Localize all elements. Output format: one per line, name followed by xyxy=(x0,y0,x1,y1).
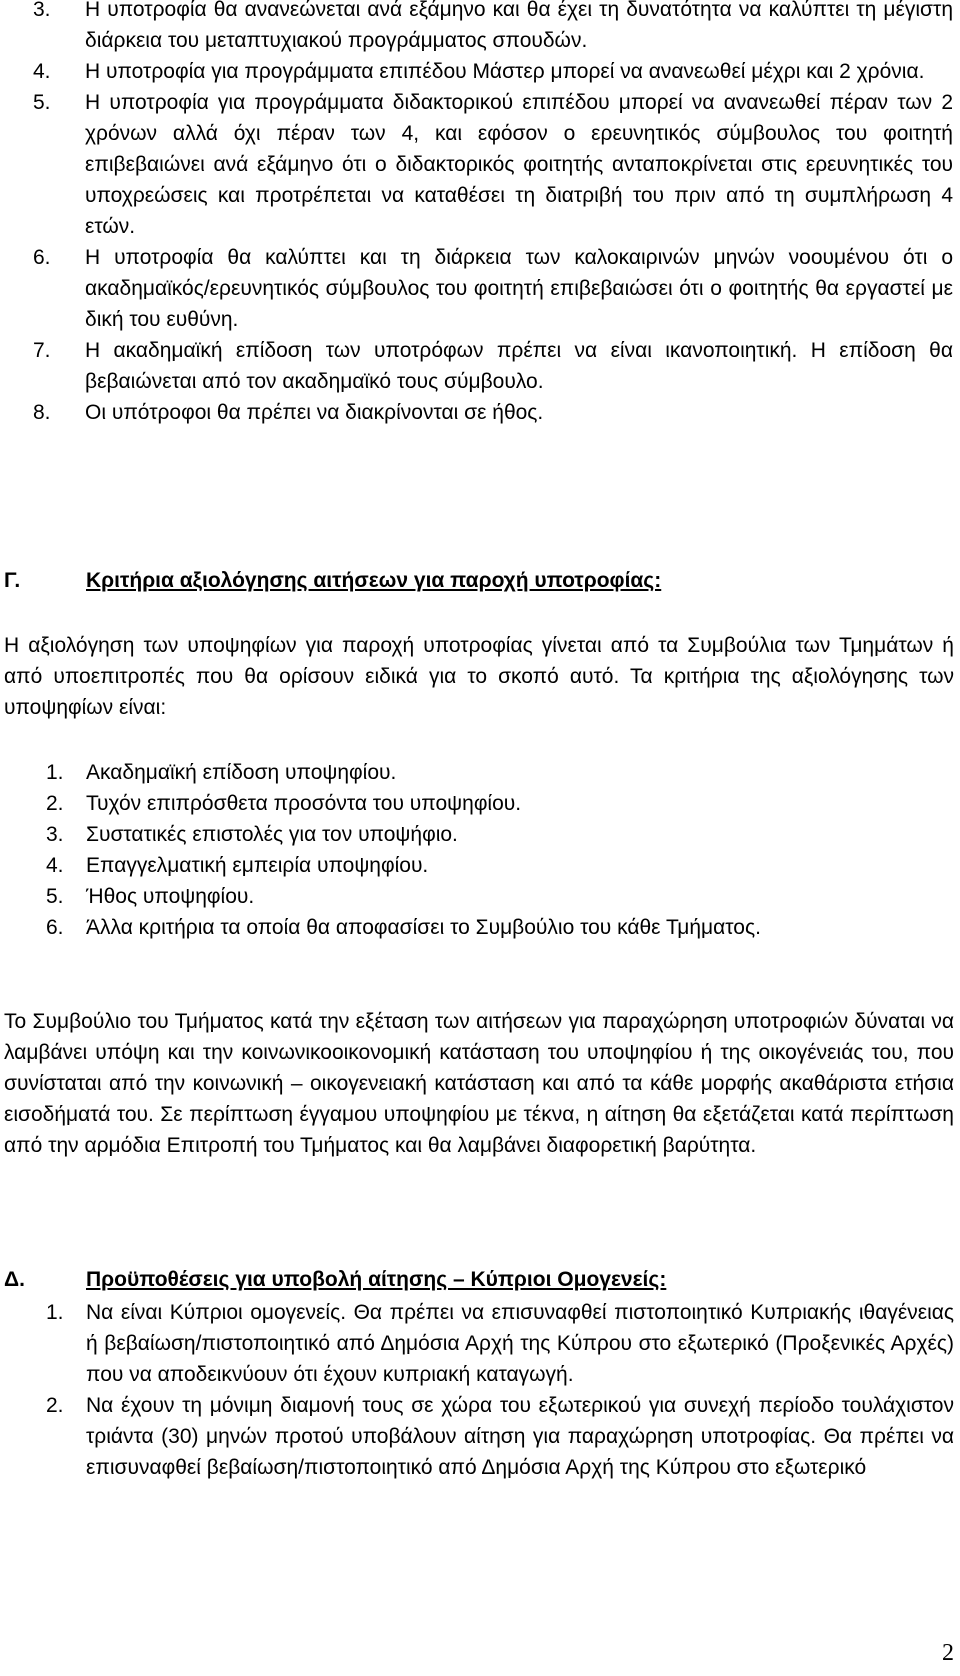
list-item xyxy=(46,757,926,788)
council-paragraph: Το Συμβούλιο του Τμήματος κατά την εξέταση των αιτήσεων για παραχώρηση υποτροφιών δύναται να λαμβάνει υπόψη και την κοινωνικοοικονομική κατάσταση του υποψηφίου ή της οικογένειάς του, που συνίσταται από την κοινωνική – οικογενειακή κατάσταση και από τα κάθε μορφής ακαθάριστα ετήσια εισοδήματά του. Σε περίπτωση έγγαμου υποψηφίου με τέκνα, η αίτηση θα εξετάζεται κατά περίπτωση από την αρμόδια Επιτροπή του Τμήματος και θα λαμβάνει διαφορετική βαρύτητα. xyxy=(4,1010,954,1157)
list-item xyxy=(46,881,926,912)
list-text: Οι υπότροφοι θα πρέπει να διακρίνονται σε ήθος. xyxy=(85,401,544,424)
list-number: 3. xyxy=(46,823,64,846)
list-number: 7. xyxy=(33,339,51,362)
list-item xyxy=(33,335,953,397)
list-number: 3. xyxy=(33,0,51,21)
section-title: Κριτήρια αξιολόγησης αιτήσεων για παροχή υποτροφίας: xyxy=(86,569,662,592)
list-text: Να έχουν τη μόνιμη διαμονή τους σε χώρα του εξωτερικού για συνεχή περίοδο τουλάχιστον τριάντα (30) μηνών προτού υποβάλουν αίτηση για παραχώρηση υποτροφίας. Θα πρέπει να επισυναφθεί βεβαίωση/πιστοποιητικό από Δημόσια Αρχή της Κύπρου στο εξωτερικό xyxy=(86,1394,954,1479)
scholarship-terms-list xyxy=(33,0,953,428)
list-number: 2. xyxy=(46,1394,64,1417)
list-item xyxy=(46,1297,954,1390)
section-title: Προϋποθέσεις για υποβολή αίτησης – Κύπριοι Ομογενείς: xyxy=(86,1268,667,1291)
list-text: Η υποτροφία για προγράμματα επιπέδου Μάστερ μπορεί να ανανεωθεί μέχρι και 2 χρόνια. xyxy=(85,60,925,83)
list-item xyxy=(46,912,926,943)
list-text: Η υποτροφία θα καλύπτει και τη διάρκεια των καλοκαιρινών μηνών νοουμένου ότι ο ακαδημαϊκός/ερευνητικός σύμβουλος του φοιτητή επιβεβαιώσει ότι ο φοιτητής θα εργαστεί με δική του ευθύνη. xyxy=(85,246,953,331)
section-letter: Γ. xyxy=(4,569,21,592)
list-text: Η υποτροφία για προγράμματα διδακτορικού επιπέδου μπορεί να ανανεωθεί πέραν των 2 χρόνων αλλά όχι πέραν των 4, και εφόσον ο ερευνητικός σύμβουλος του φοιτητή επιβεβαιώνει ανά εξάμηνο ότι ο διδακτορικός φοιτητής ανταποκρίνεται στις ερευνητικές του υποχρεώσεις και προτρέπεται να καταθέσει τη διατριβή του πριν από τη συμπλήρωση 4 ετών. xyxy=(85,91,953,238)
list-text: Συστατικές επιστολές για τον υποψήφιο. xyxy=(86,823,458,846)
list-item xyxy=(46,850,926,881)
list-text: Άλλα κριτήρια τα οποία θα αποφασίσει το Συμβούλιο του κάθε Τμήματος. xyxy=(86,916,761,939)
list-number: 1. xyxy=(46,761,64,784)
list-item xyxy=(46,819,926,850)
section-heading-d xyxy=(4,1265,666,1295)
requirements-list xyxy=(46,1297,954,1483)
list-number: 6. xyxy=(33,246,51,269)
list-text: Η υποτροφία θα ανανεώνεται ανά εξάμηνο και θα έχει τη δυνατότητα να καλύπτει τη μέγιστη διάρκεια του μεταπτυχιακού προγράμματος σπουδών. xyxy=(85,0,953,52)
list-number: 2. xyxy=(46,792,64,815)
list-text: Τυχόν επιπρόσθετα προσόντα του υποψηφίου. xyxy=(86,792,522,815)
list-number: 6. xyxy=(46,916,64,939)
list-item xyxy=(33,397,953,428)
list-text: Η ακαδημαϊκή επίδοση των υποτρόφων πρέπει να είναι ικανοποιητική. Η επίδοση θα βεβαιώνεται από τον ακαδημαϊκό τους σύμβουλο. xyxy=(85,339,953,393)
list-text: Επαγγελματική εμπειρία υποψηφίου. xyxy=(86,854,429,877)
list-item xyxy=(46,1390,954,1483)
list-number: 4. xyxy=(33,60,51,83)
list-number: 1. xyxy=(46,1301,64,1324)
list-number: 5. xyxy=(46,885,64,908)
list-number: 5. xyxy=(33,91,51,114)
list-item xyxy=(33,0,953,56)
evaluation-intro: Η αξιολόγηση των υποψηφίων για παροχή υποτροφίας γίνεται από τα Συμβούλια των Τμημάτων ή από υποεπιτροπές που θα ορίσουν ειδικά για το σκοπό αυτό. Τα κριτήρια της αξιολόγησης των υποψηφίων είναι: xyxy=(4,634,954,719)
list-number: 4. xyxy=(46,854,64,877)
evaluation-criteria-list xyxy=(46,757,926,943)
list-text: Ακαδημαϊκή επίδοση υποψηφίου. xyxy=(86,761,397,784)
section-heading-g xyxy=(4,566,661,596)
list-item xyxy=(46,788,926,819)
list-item xyxy=(33,242,953,335)
list-item xyxy=(33,56,953,87)
list-item xyxy=(33,87,953,242)
list-number: 8. xyxy=(33,401,51,424)
list-text: Ήθος υποψηφίου. xyxy=(86,885,255,908)
section-letter: Δ. xyxy=(4,1268,25,1291)
list-text: Να είναι Κύπριοι ομογενείς. Θα πρέπει να επισυναφθεί πιστοποιητικό Κυπριακής ιθαγένειας ή βεβαίωση/πιστοποιητικό από Δημόσια Αρχή της Κύπρου στο εξωτερικό (Προξενικές Αρχές) που να αποδεικνύουν ότι έχουν κυπριακή καταγωγή. xyxy=(86,1301,954,1386)
page-number: 2 xyxy=(942,1640,954,1666)
